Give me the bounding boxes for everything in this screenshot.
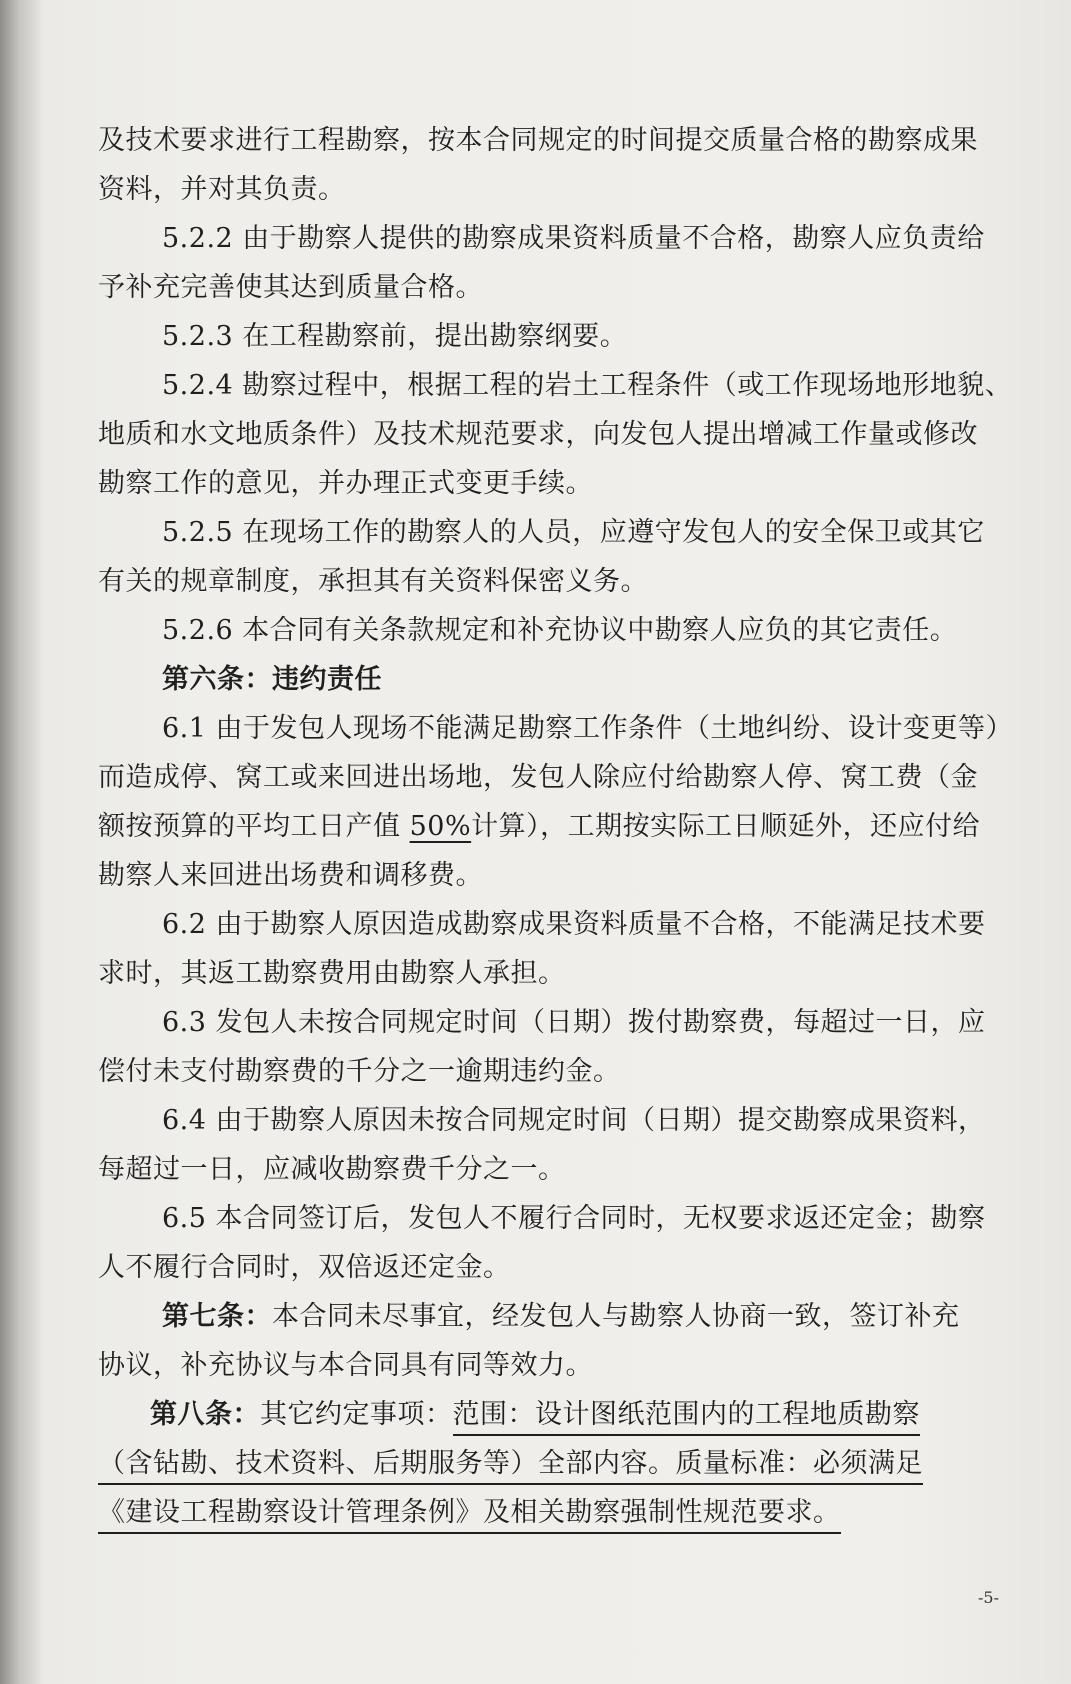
text-segment: 计算），工期按实际工日顺延外，还应付给 bbox=[471, 811, 981, 842]
text-line: 每超过一日，应减收勘察费千分之一。 bbox=[98, 1154, 566, 1185]
text-line bbox=[98, 1439, 1026, 1488]
document-body bbox=[98, 116, 1026, 1537]
clause-5-2-4: 5.2.4 勘察过程中，根据工程的岩土工程条件（或工作现场地形地貌、 bbox=[162, 370, 1013, 401]
clause-5-2-6: 5.2.6 本合同有关条款规定和补充协议中勘察人应负的其它责任。 bbox=[162, 615, 958, 646]
underlined-percentage: 50% bbox=[409, 811, 472, 842]
text-segment: 额按预算的平均工日产值 bbox=[98, 811, 410, 842]
article-7-heading: 第七条： bbox=[162, 1301, 272, 1332]
text-line bbox=[98, 802, 1026, 851]
clause-5-2-2: 5.2.2 由于勘察人提供的勘察成果资料质量不合格，勘察人应负责给 bbox=[162, 223, 985, 254]
underlined-fill-in: 范围：设计图纸范围内的工程地质勘察 bbox=[453, 1396, 921, 1436]
binding-shadow bbox=[0, 0, 44, 1684]
text-line: 而造成停、窝工或来回进出场地，发包人除应付给勘察人停、窝工费（金 bbox=[98, 762, 978, 793]
article-8 bbox=[98, 1390, 1026, 1439]
clause-5-2-3: 5.2.3 在工程勘察前，提出勘察纲要。 bbox=[162, 321, 628, 352]
text-segment: 本合同未尽事宜，经发包人与勘察人协商一致，签订补充 bbox=[272, 1301, 960, 1332]
clause-6-3: 6.3 发包人未按合同规定时间（日期）拨付勘察费，每超过一日，应 bbox=[162, 1007, 986, 1038]
article-8-heading: 第八条： bbox=[150, 1399, 260, 1430]
text-line: 勘察人来回进出场费和调移费。 bbox=[98, 860, 483, 891]
clause-5-2-5: 5.2.5 在现场工作的勘察人的人员，应遵守发包人的安全保卫或其它 bbox=[162, 517, 985, 548]
article-6-heading: 第六条：违约责任 bbox=[162, 664, 382, 695]
clause-6-4: 6.4 由于勘察人原因未按合同规定时间（日期）提交勘察成果资料， bbox=[162, 1105, 986, 1136]
text-line: 人不履行合同时，双倍返还定金。 bbox=[98, 1252, 511, 1283]
text-line: 及技术要求进行工程勘察，按本合同规定的时间提交质量合格的勘察成果 bbox=[98, 125, 978, 156]
article-7 bbox=[98, 1292, 1026, 1341]
underlined-fill-in: （含钻勘、技术资料、后期服务等）全部内容。质量标准：必须满足 bbox=[98, 1445, 923, 1485]
text-line: 予补充完善使其达到质量合格。 bbox=[98, 272, 483, 303]
text-line: 求时，其返工勘察费用由勘察人承担。 bbox=[98, 958, 566, 989]
underlined-fill-in: 《建设工程勘察设计管理条例》及相关勘察强制性规范要求。 bbox=[98, 1494, 841, 1534]
text-line: 地质和水文地质条件）及技术规范要求，向发包人提出增减工作量或修改 bbox=[98, 419, 978, 450]
text-line: 偿付未支付勘察费的千分之一逾期违约金。 bbox=[98, 1056, 621, 1087]
text-line: 资料，并对其负责。 bbox=[98, 174, 346, 205]
clause-6-5: 6.5 本合同签订后，发包人不履行合同时，无权要求返还定金；勘察 bbox=[162, 1203, 986, 1234]
clause-6-1: 6.1 由于发包人现场不能满足勘察工作条件（土地纠纷、设计变更等） bbox=[162, 713, 1014, 744]
clause-6-2: 6.2 由于勘察人原因造成勘察成果资料质量不合格，不能满足技术要 bbox=[162, 909, 986, 940]
text-segment: 其它约定事项： bbox=[260, 1399, 453, 1430]
text-line: 协议，补充协议与本合同具有同等效力。 bbox=[98, 1350, 593, 1381]
page-number: -5- bbox=[978, 1588, 999, 1607]
text-line: 勘察工作的意见，并办理正式变更手续。 bbox=[98, 468, 593, 499]
text-line: 有关的规章制度，承担其有关资料保密义务。 bbox=[98, 566, 648, 597]
text-line bbox=[98, 1488, 1026, 1537]
